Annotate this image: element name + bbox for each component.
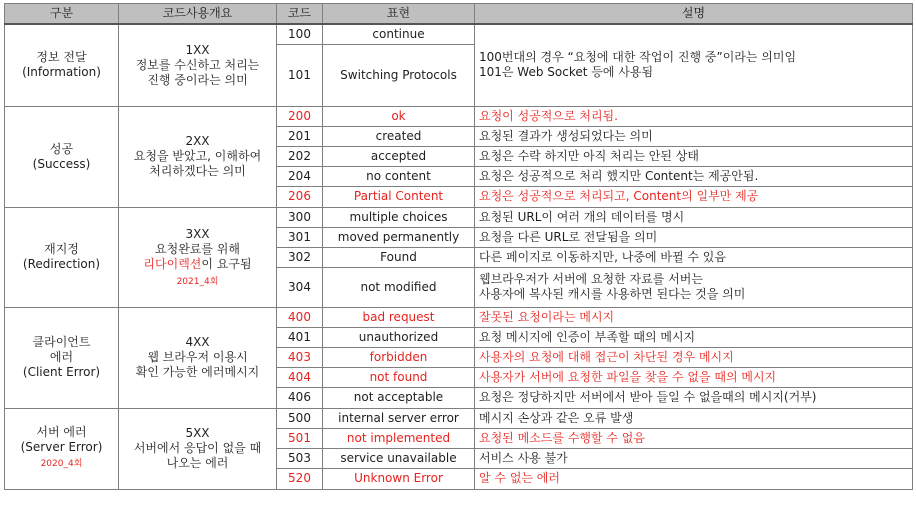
header-expression: 표현 xyxy=(323,4,475,25)
header-description: 설명 xyxy=(475,4,913,25)
expression-cell: Found xyxy=(323,247,475,267)
expression-cell: not modified xyxy=(323,267,475,307)
description-cell: 사용자가 서버에 요청한 파일을 찾을 수 없을 때의 메시지 xyxy=(475,367,913,387)
group-name-en: (Client Error) xyxy=(22,365,101,379)
description-cell: 요청된 결과가 생성되었다는 의미 xyxy=(475,126,913,146)
description-line: 웹브라우저가 서버에 요청한 자료를 서버는 xyxy=(479,272,703,286)
group-description-line: 100번대의 경우 “요청에 대한 작업이 진행 중”이라는 의미임 xyxy=(479,50,797,65)
expression-cell: internal server error xyxy=(323,408,475,428)
code-cell: 401 xyxy=(277,327,323,347)
code-cell: 404 xyxy=(277,367,323,387)
group-name-en: (Success) xyxy=(32,156,91,171)
expression-cell: service unavailable xyxy=(323,448,475,468)
code-cell: 302 xyxy=(277,247,323,267)
group-name-cell xyxy=(5,307,119,408)
description-line: 사용자에 복사된 캐시를 사용하면 된다는 것을 의미 xyxy=(479,287,746,301)
group-name: 재지정 xyxy=(44,242,79,256)
description-cell: 요청은 성공적으로 처리되고, Content의 일부만 제공 xyxy=(475,186,913,207)
expression-cell: continue xyxy=(323,24,475,44)
group-summary-line: 정보를 수신하고 처리는 xyxy=(135,57,260,72)
group-name: 성공 xyxy=(49,141,74,156)
description-cell: 요청이 성공적으로 처리됨. xyxy=(475,106,913,126)
group-name: 에러 xyxy=(49,350,74,364)
expression-cell: not implemented xyxy=(323,428,475,448)
group-summary-code: 5XX xyxy=(185,426,210,440)
group-summary-line: 요청을 받았고, 이해하여 xyxy=(133,149,262,163)
description-cell: 알 수 없는 에러 xyxy=(475,468,913,489)
exam-note: 2021_4회 xyxy=(176,276,219,287)
group-summary-line: 확인 가능한 에러메시지 xyxy=(135,365,260,379)
table-row xyxy=(5,106,913,126)
table-row xyxy=(5,307,913,327)
http-status-code-table xyxy=(4,3,913,490)
table-row xyxy=(5,207,913,227)
group-name-cell xyxy=(5,408,119,489)
code-cell: 301 xyxy=(277,227,323,247)
code-cell: 201 xyxy=(277,126,323,146)
group-summary-line: 이 요구됨 xyxy=(201,256,252,271)
expression-cell: forbidden xyxy=(323,347,475,367)
group-name-cell xyxy=(5,24,119,106)
code-cell: 400 xyxy=(277,307,323,327)
group-name-en: (Redirection) xyxy=(22,257,101,271)
group-summary-line: 서버에서 응답이 없을 때 xyxy=(133,441,262,455)
group-summary-line: 웹 브라우저 이용시 xyxy=(147,350,248,364)
header-summary: 코드사용개요 xyxy=(119,4,277,25)
expression-cell: Unknown Error xyxy=(323,468,475,489)
expression-cell: created xyxy=(323,126,475,146)
code-cell: 304 xyxy=(277,267,323,307)
code-cell: 520 xyxy=(277,468,323,489)
code-cell: 406 xyxy=(277,387,323,408)
expression-cell: bad request xyxy=(323,307,475,327)
description-cell: 요청 메시지에 인증이 부족할 때의 메시지 xyxy=(475,327,913,347)
expression-cell: Partial Content xyxy=(323,186,475,207)
expression-cell: ok xyxy=(323,106,475,126)
description-cell xyxy=(475,24,913,106)
code-cell: 200 xyxy=(277,106,323,126)
description-cell: 요청은 정당하지만 서버에서 받아 들일 수 없을때의 메시지(거부) xyxy=(475,387,913,408)
description-cell: 요청은 수락 하지만 아직 처리는 안된 상태 xyxy=(475,146,913,166)
group-name-cell xyxy=(5,106,119,207)
description-cell xyxy=(475,267,913,307)
expression-cell: multiple choices xyxy=(323,207,475,227)
group-summary-cell xyxy=(119,307,277,408)
table-row xyxy=(5,24,913,44)
description-cell: 요청된 URL이 여러 개의 데이터를 명시 xyxy=(475,207,913,227)
group-name-en: (Server Error) xyxy=(20,440,103,454)
group-summary-cell xyxy=(119,24,277,106)
description-cell: 요청된 메소드를 수행할 수 없음 xyxy=(475,428,913,448)
group-summary-line: 나오는 에러 xyxy=(166,456,229,470)
code-cell: 100 xyxy=(277,24,323,44)
description-cell: 서비스 사용 불가 xyxy=(475,448,913,468)
expression-cell: accepted xyxy=(323,146,475,166)
group-summary-cell xyxy=(119,106,277,207)
group-name-cell xyxy=(5,207,119,307)
description-cell: 사용자의 요청에 대해 접근이 차단된 경우 메시지 xyxy=(475,347,913,367)
table-row xyxy=(5,408,913,428)
code-cell: 101 xyxy=(277,44,323,106)
code-cell: 501 xyxy=(277,428,323,448)
group-name: 클라이언트 xyxy=(32,335,91,349)
group-summary-highlight: 리다이렉션 xyxy=(143,256,202,271)
expression-cell: Switching Protocols xyxy=(323,44,475,106)
code-cell: 503 xyxy=(277,448,323,468)
expression-cell: unauthorized xyxy=(323,327,475,347)
group-name: 정보 전달 xyxy=(36,50,87,65)
group-summary-line: 진행 중이라는 의미 xyxy=(147,72,248,87)
code-cell: 500 xyxy=(277,408,323,428)
expression-cell: no content xyxy=(323,166,475,186)
group-summary-code: 1XX xyxy=(185,42,210,57)
group-description-line: 101은 Web Socket 등에 사용됨 xyxy=(479,65,654,80)
description-cell: 요청을 다른 URL로 전달됨을 의미 xyxy=(475,227,913,247)
group-summary-cell xyxy=(119,207,277,307)
code-cell: 202 xyxy=(277,146,323,166)
group-summary-line: 처리하겠다는 의미 xyxy=(149,164,246,178)
expression-cell: not found xyxy=(323,367,475,387)
group-summary-code: 4XX xyxy=(185,335,210,349)
group-name-en: (Information) xyxy=(22,65,101,80)
group-summary-cell xyxy=(119,408,277,489)
expression-cell: not acceptable xyxy=(323,387,475,408)
header-code: 코드 xyxy=(277,4,323,25)
code-cell: 403 xyxy=(277,347,323,367)
description-cell: 다른 페이지로 이동하지만, 나중에 바뀔 수 있음 xyxy=(475,247,913,267)
group-name: 서버 에러 xyxy=(36,425,87,439)
group-summary-code: 3XX xyxy=(185,226,210,241)
exam-note: 2020_4회 xyxy=(40,459,83,469)
header-row xyxy=(5,4,913,25)
description-cell: 메시지 손상과 같은 오류 발생 xyxy=(475,408,913,428)
expression-cell: moved permanently xyxy=(323,227,475,247)
header-category: 구분 xyxy=(5,4,119,25)
description-cell: 잘못된 요청이라는 메시지 xyxy=(475,307,913,327)
group-summary-code: 2XX xyxy=(185,134,210,148)
code-cell: 204 xyxy=(277,166,323,186)
code-cell: 206 xyxy=(277,186,323,207)
code-cell: 300 xyxy=(277,207,323,227)
group-summary-line: 요청완료를 위해 xyxy=(155,241,240,256)
description-cell: 요청은 성공적으로 처리 했지만 Content는 제공안됨. xyxy=(475,166,913,186)
